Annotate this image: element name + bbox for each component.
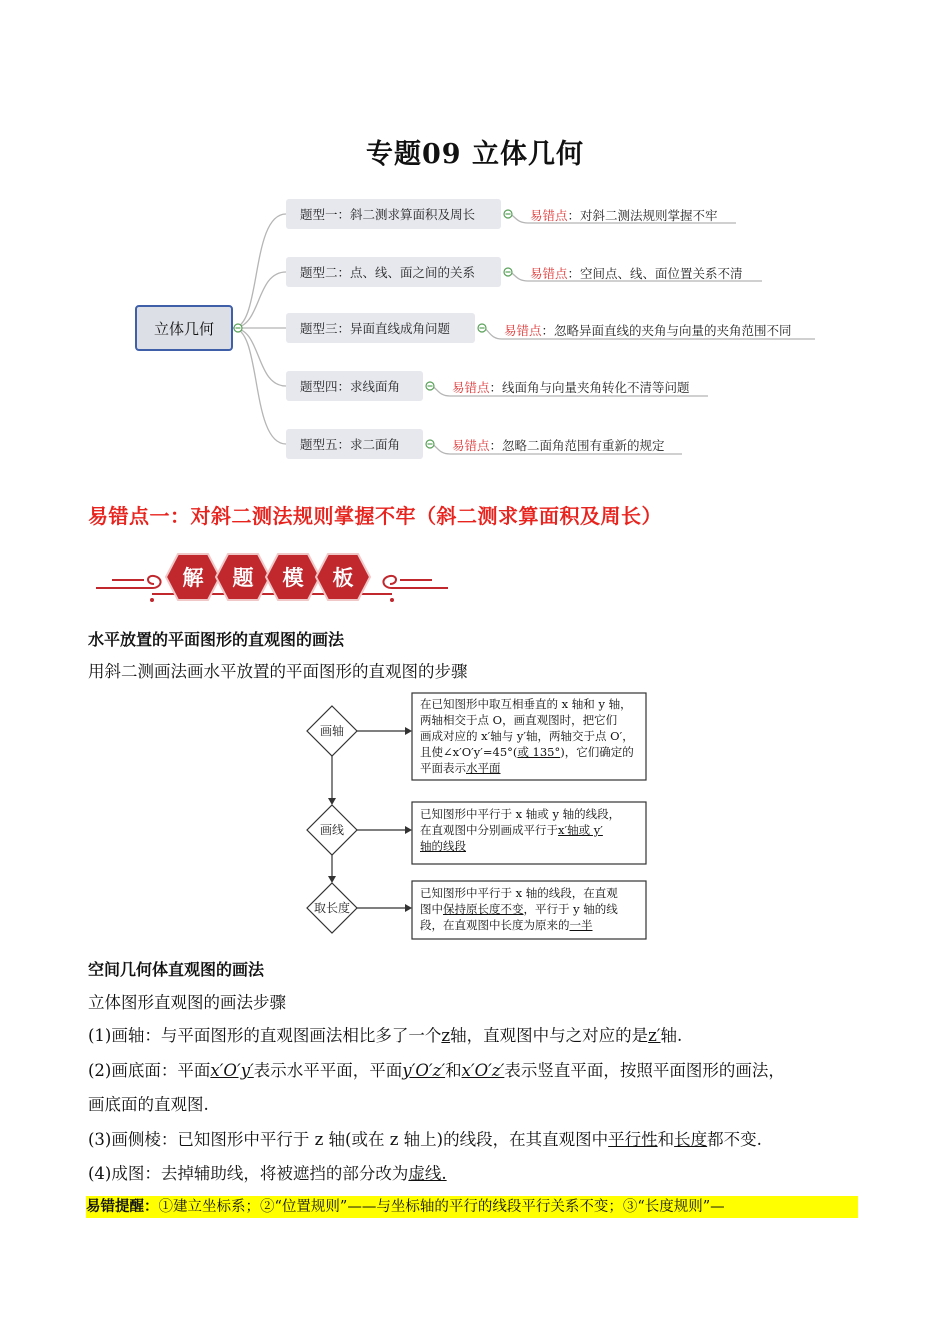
flow-box-line [420,901,650,917]
banner-char-3: 模 [282,566,304,590]
text: (3)画侧棱：已知图形中平行于 z 轴(或在 z 轴上)的线段，在其直观图中 [88,1130,609,1149]
flow-box-length [420,885,650,933]
text: 都不变. [707,1130,762,1149]
mindmap-branch-1: 题型一：斜二测求算面积及周长 [286,199,501,229]
subheading-solid-figure: 空间几何体直观图的画法 [88,960,265,979]
text: (2)画底面：平面 [88,1061,211,1080]
mindmap-leaf-1 [530,206,718,224]
leaf-detail: ：线面角与向量夹角转化不清等问题 [489,380,690,395]
plane-figure-intro: 用斜二测画法画水平放置的平面图形的直观图的步骤 [88,662,468,681]
flow-text: 平面表示 [420,761,466,775]
leaf-detail: ：忽略二面角范围有重新的规定 [489,438,665,453]
mindmap-leaf-5 [452,436,665,454]
text: (1)画轴：与平面图形的直观图画法相比多了一个 [88,1026,442,1045]
flow-box-line: 两轴相交于点 O，画直观图时，把它们 [420,713,618,727]
flow-box-line: 在已知图形中取互相垂直的 x 轴和 y 轴， [420,697,632,711]
flow-box-line-step [420,806,650,854]
flow-box-line [420,917,650,933]
underlined-term: 虚线. [408,1164,447,1183]
text: 轴. [660,1026,683,1045]
flow-underlined: 一半 [569,918,593,932]
mindmap-root: 立体几何 [135,305,233,351]
flow-box-line [420,822,650,838]
leaf-warn-label: 易错点 [452,438,490,453]
leaf-detail: ：空间点、线、面位置关系不清 [567,266,743,281]
underlined-term: y′O′z′ [402,1061,446,1080]
flow-text: 在直观图中分别画成平行于 [420,823,558,837]
flow-step-line-label: 画线 [319,823,345,837]
solid-figure-intro: 立体图形直观图的画法步骤 [88,993,286,1012]
text: 表示水平平面，平面 [253,1061,403,1080]
flow-underlined: x′轴或 y′ [558,823,603,837]
flow-underlined: 保持原长度不变 [443,902,524,916]
step-2-base [88,1057,785,1081]
text: 和 [445,1061,462,1080]
flow-box-line: 已知图形中平行于 x 轴或 y 轴的线段， [420,807,621,821]
step-4-finish [88,1160,447,1184]
section-heading: 易错点一：对斜二测法规则掌握不牢（斜二测求算面积及周长） [88,504,662,528]
flow-step-length-label: 取长度 [313,901,351,915]
text: 轴，直观图中与之对应的是 [450,1026,649,1045]
underlined-term: x′O′z′ [461,1061,505,1080]
mindmap-leaf-4 [452,378,690,396]
flow-underlined: 水平面 [466,761,501,775]
text: (4)成图：去掉辅助线，将被遮挡的部分改为 [88,1164,409,1183]
flow-box-line [420,760,650,776]
underlined-term: 长度 [674,1130,708,1149]
flow-box-axis [420,696,650,776]
error-tip-text: ①建立坐标系；②“位置规则”——与坐标轴的平行的线段平行关系不变；③“长度规则”— [158,1199,725,1215]
flow-box-line: 已知图形中平行于 x 轴的线段，在直观 [420,886,618,900]
banner-char-2: 题 [232,566,254,590]
error-tip [86,1196,858,1218]
step-3-edges [88,1126,762,1150]
flow-box-line [420,744,650,760]
step-2-base-cont: 画底面的直观图. [88,1095,209,1114]
mindmap-leaf-2 [530,264,743,282]
leaf-warn-label: 易错点 [530,208,568,223]
leaf-warn-label: 易错点 [504,323,542,338]
mindmap-branch-2: 题型二：点、线、面之间的关系 [286,257,501,287]
underlined-term: x′O′y′ [210,1061,254,1080]
flow-text: 段，在直观图中长度为原来的 [420,918,570,932]
template-banner [92,548,452,606]
leaf-detail: ：对斜二测法规则掌握不牢 [567,208,718,223]
flow-step-axis-label: 画轴 [319,724,345,738]
page-title: 专题09 立体几何 [366,139,584,170]
subheading-plane-figure: 水平放置的平面图形的直观图的画法 [88,630,345,649]
banner-char-1: 解 [182,566,204,590]
text: 和 [657,1130,675,1149]
banner-char-4: 板 [332,566,354,590]
mindmap-branch-3: 题型三：异面直线成角问题 [286,313,475,343]
flow-text: ，平行于 y 轴的线 [523,902,618,916]
mindmap-connectors [0,0,950,480]
flow-text: 图中 [420,902,443,916]
mindmap-branch-4: 题型四：求线面角 [286,371,423,401]
leaf-warn-label: 易错点 [530,266,568,281]
flow-box-line: 画成对应的 x′轴与 y′轴，两轴交于点 O′， [420,729,634,743]
flow-text: 且使∠x′O′y′=45°( [420,745,518,759]
flow-box-line: 轴的线段 [420,839,466,853]
underlined-term: z [441,1026,451,1045]
text: 表示竖直平面，按照平面图形的画法， [504,1061,785,1080]
underlined-term: z′ [648,1026,661,1045]
flow-underlined: 或 135° [517,745,561,759]
mindmap-leaf-3 [504,321,792,339]
step-1-axis [88,1022,682,1046]
flow-text: )，它们确定的 [560,745,634,759]
leaf-warn-label: 易错点 [452,380,490,395]
leaf-detail: ：忽略异面直线的夹角与向量的夹角范围不同 [541,323,792,338]
underlined-term: 平行性 [608,1130,658,1149]
mindmap-branch-5: 题型五：求二面角 [286,429,423,459]
error-tip-label: 易错提醒： [86,1199,159,1215]
